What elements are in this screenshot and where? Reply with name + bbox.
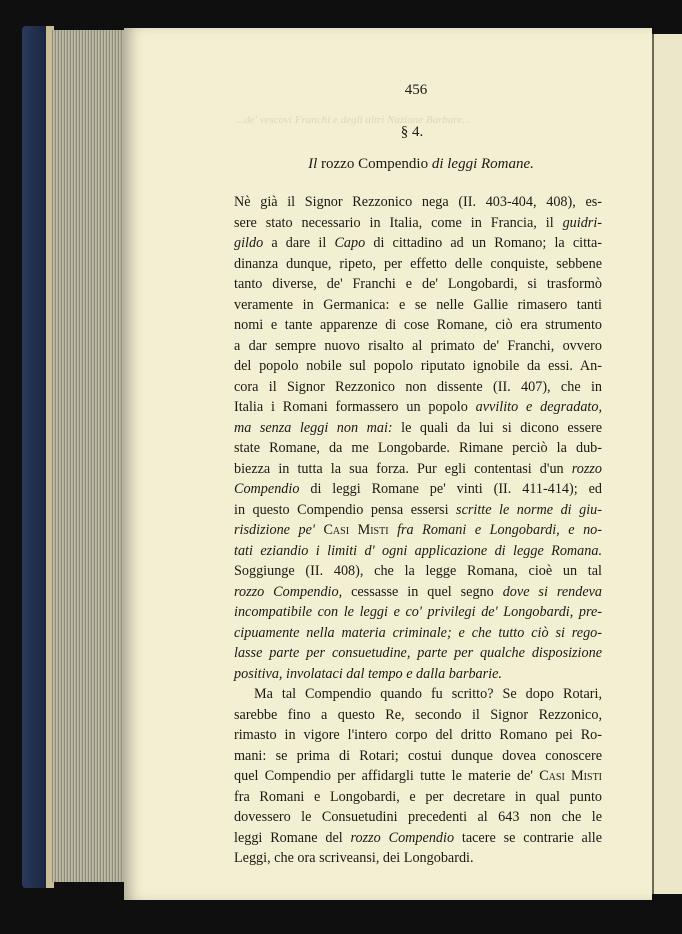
text-segment: sarebbe fino a questo Re, secondo il Signor Rezzonico, bbox=[234, 706, 602, 723]
text-segment: Nè già il Signor Rezzonico nega (II. 403-404, 408), es- bbox=[234, 194, 602, 210]
title-main: rozzo Compendio bbox=[317, 156, 432, 172]
text-segment: risdizione pe' bbox=[234, 522, 324, 538]
text-segment: ma senza leggi non mai: bbox=[234, 419, 393, 436]
text-segment: dinanza dunque, ripeto, per effetto delle conquiste, sebbene bbox=[234, 255, 602, 272]
text-segment: Casi Misti bbox=[539, 768, 603, 784]
text-line bbox=[234, 356, 602, 377]
text-line bbox=[234, 643, 602, 664]
text-line bbox=[234, 520, 602, 541]
text-segment: cessasse in quel segno bbox=[342, 583, 503, 600]
text-segment: guidri- bbox=[562, 214, 602, 231]
text-line bbox=[234, 397, 602, 418]
text-segment: scritte le norme di giu- bbox=[456, 501, 602, 518]
text-line bbox=[234, 582, 602, 603]
text-line bbox=[234, 561, 602, 582]
text-line bbox=[234, 828, 602, 849]
text-segment: le quali da lui si dicono essere bbox=[392, 419, 602, 436]
text-line bbox=[234, 705, 602, 726]
text-segment: Ma tal Compendio quando fu scritto? Se dopo Rotari, bbox=[254, 686, 602, 702]
text-segment: fra Romani e Longobardi, e no- bbox=[388, 522, 602, 538]
text-line bbox=[234, 787, 602, 808]
text-segment: di leggi Romane pe' vinti (II. 411-414); ed bbox=[299, 481, 602, 497]
text-line bbox=[234, 418, 602, 439]
text-line bbox=[234, 459, 602, 480]
text-segment: del popolo nobile sul popolo riputato ignobile da essi. An- bbox=[234, 358, 602, 374]
text-segment: rozzo Compendio bbox=[350, 829, 455, 846]
text-segment: dove si rendeva bbox=[502, 583, 603, 600]
text-line bbox=[234, 192, 602, 213]
text-segment: quel Compendio per affidargli tutte le materie de' bbox=[234, 768, 540, 784]
text-segment: di cittadino ad un Romano; la citta- bbox=[365, 235, 602, 251]
text-line bbox=[234, 602, 602, 623]
text-segment: a dare il bbox=[263, 235, 335, 251]
facing-page-edge bbox=[652, 34, 682, 894]
page-number: 456 bbox=[404, 82, 428, 98]
section-heading: § 4. bbox=[400, 124, 424, 140]
text-segment: state Romane, da me Longobarde. Rimane perciò la dub- bbox=[234, 440, 602, 456]
text-line bbox=[234, 746, 602, 767]
text-line bbox=[234, 336, 602, 357]
text-segment: mani: se prima di Rotari; costui dunque dovea conoscere bbox=[234, 747, 602, 764]
text-segment: avvilito e degradato, bbox=[475, 399, 602, 415]
text-line bbox=[234, 684, 602, 705]
page-stack-edge bbox=[52, 30, 126, 882]
text-segment: rozzo bbox=[571, 460, 602, 477]
text-line bbox=[234, 274, 602, 295]
text-line bbox=[234, 500, 602, 521]
text-segment: Soggiunge (II. 408), che la legge Romana, cioè un tal bbox=[234, 563, 602, 579]
text-segment: nomi e tante apparenze di cose Romane, ciò era strumento bbox=[234, 317, 602, 333]
text-segment: tanto diverse, de' Franchi e de' Longobardi, si trasformò bbox=[234, 276, 602, 292]
text-segment: cipuamente nella materia criminale; e che tutto ciò si rego- bbox=[234, 624, 602, 641]
text-segment: veramente in Germanica: e se nelle Gallie rimasero tanti bbox=[234, 296, 602, 313]
text-line bbox=[234, 725, 602, 746]
text-segment: rimasto in vigore l'intero corpo del dritto Romano pei Ro- bbox=[234, 727, 602, 743]
text-segment: Capo bbox=[334, 235, 366, 251]
text-segment: tati eziandio i limiti d' ogni applicazione di legge Romana. bbox=[234, 542, 602, 559]
text-segment: leggi Romane del bbox=[234, 829, 351, 846]
text-segment: in questo Compendio pensa essersi bbox=[234, 501, 457, 518]
text-segment: Casi Misti bbox=[323, 522, 389, 538]
title-tail: di leggi Romane. bbox=[431, 156, 534, 172]
text-line bbox=[234, 848, 602, 869]
text-line bbox=[234, 377, 602, 398]
text-line bbox=[234, 254, 602, 275]
text-line bbox=[234, 315, 602, 336]
body-text bbox=[234, 192, 602, 869]
text-segment: incompatibile con le leggi e co' privilegi de' Longobardi, pre- bbox=[234, 604, 602, 620]
text-line bbox=[234, 664, 602, 685]
text-segment: rozzo Compendio, bbox=[234, 583, 343, 600]
text-segment: a dar sempre nuovo risalto al primato de' Franchi, ovvero bbox=[234, 337, 602, 354]
text-segment: Compendio bbox=[234, 481, 300, 497]
text-segment: Italia i Romani formassero un popolo bbox=[234, 399, 476, 415]
text-line bbox=[234, 766, 602, 787]
text-segment: fra Romani e Longobardi, e per decretare in qual punto bbox=[234, 788, 602, 805]
section-title bbox=[234, 156, 608, 173]
text-segment: biezza in tutta la sua forza. Pur egli contentasi d'un bbox=[234, 460, 572, 477]
title-word-il: Il bbox=[308, 156, 318, 172]
text-segment: cora il Signor Rezzonico non dissente (II. 407), che in bbox=[234, 378, 602, 395]
text-segment: Leggi, che ora scriveansi, dei Longobardi. bbox=[234, 850, 474, 866]
text-line bbox=[234, 479, 602, 500]
text-segment: dovessero le Consuetudini precedenti al 643 non che le bbox=[234, 809, 602, 825]
text-line bbox=[234, 541, 602, 562]
text-line bbox=[234, 295, 602, 316]
text-segment: positiva, involataci dal tempo e dalla barbarie. bbox=[234, 665, 502, 682]
text-line bbox=[234, 213, 602, 234]
text-segment: sere stato necessario in Italia, come in Francia, il bbox=[234, 214, 563, 231]
text-line bbox=[234, 438, 602, 459]
text-segment: tacere se contrarie alle bbox=[454, 829, 603, 846]
text-line bbox=[234, 623, 602, 644]
text-segment: gildo bbox=[234, 235, 264, 251]
bleed-through-text: ...de' vescovi Franchi e degli altri Nazione Barbare... bbox=[236, 114, 471, 126]
text-line bbox=[234, 233, 602, 254]
text-line bbox=[234, 807, 602, 828]
text-segment: lasse parte per consuetudine, parte per qualche disposizione bbox=[234, 645, 602, 661]
